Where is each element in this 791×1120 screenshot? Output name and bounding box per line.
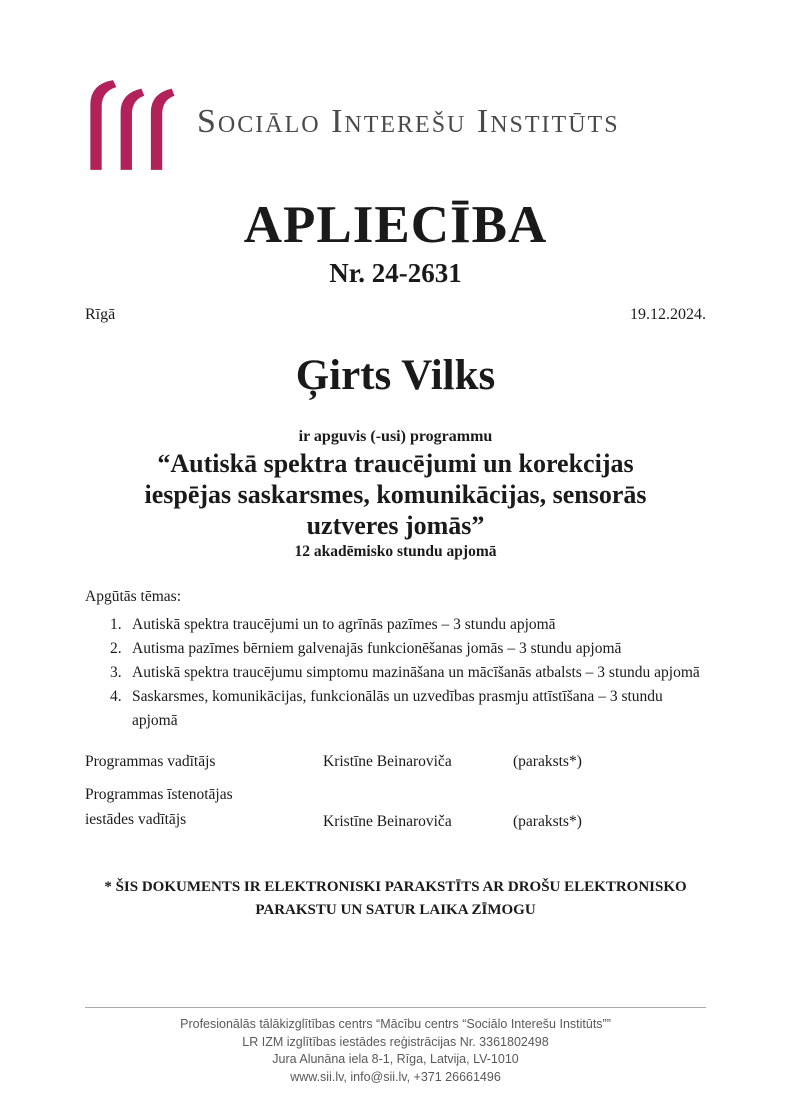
program-duration: 12 akadēmisko stundu apjomā [294,542,497,560]
program-title-line: iespējas saskarsmes, komunikācijas, sensorās [144,479,647,509]
topics-section [85,588,706,733]
electronic-signature-note [85,876,706,922]
sii-logo-icon [79,79,183,171]
topic-text: Autiskā spektra traucējumi un to agrīnās pazīmes – 3 stundu apjomā [132,615,556,633]
topics-heading: Apgūtās tēmas: [85,587,181,605]
sii-logo-stroke-2 [121,89,145,170]
footer [85,1007,706,1086]
document-number: Nr. 24-2631 [329,257,462,288]
signatures-section [85,751,706,832]
note-line: PARAKSTU UN SATUR LAIKA ZĪMOGU [255,901,536,918]
sii-logo-stroke-3 [151,89,175,170]
signature-role: Programmas vadītājs [85,752,216,770]
program-title-line: “Autiskā spektra traucējumi un korekcijas [157,448,634,478]
signature-row [85,782,706,832]
footer-line-centre-name: Profesionālās tālākizglītības centrs “Mācību centrs “Sociālo Interešu Institūts”” [180,1017,611,1031]
institute-name: Sociālo Interešu Institūts [197,103,620,140]
topic-item [85,661,706,685]
program-title-line: uztveres jomās” [306,510,485,540]
topic-item [85,637,706,661]
signature-name: Kristīne Beinaroviča [323,812,452,830]
header [79,78,706,172]
topic-number: 3. [110,663,122,681]
signature-row [85,751,706,772]
topic-text: Autiskā spektra traucējumu simptomu mazināšana un mācīšanās atbalsts – 3 stundu apjomā [132,663,700,681]
topic-number: 1. [110,615,122,633]
program-intro: ir apguvis (-usi) programmu [298,427,493,445]
signature-role-line: Programmas īstenotājas [85,785,233,803]
topic-number: 4. [110,687,122,705]
program-title [85,448,706,541]
signature-placeholder: (paraksts*) [513,812,582,830]
signature-placeholder: (paraksts*) [513,752,582,770]
footer-line-registration: LR IZM izglītības iestādes reģistrācijas Nr. 3361802498 [242,1034,549,1049]
recipient-name: Ģirts Vilks [295,351,496,399]
topic-number: 2. [110,639,122,657]
signature-name: Kristīne Beinaroviča [323,752,452,770]
sii-logo-stroke-1 [90,80,116,170]
footer-line-address: Jura Alunāna iela 8-1, Rīga, Latvija, LV-1010 [272,1052,519,1066]
issue-place: Rīgā [85,305,116,323]
note-line: * ŠIS DOKUMENTS IR ELEKTRONISKI PARAKSTĪTS AR DROŠU ELEKTRONISKO [104,878,687,895]
signature-role [85,782,323,832]
footer-line-contacts: www.sii.lv, info@sii.lv, +371 26661496 [290,1069,501,1084]
topic-item [85,613,706,637]
topic-item [85,685,706,733]
meta-row [85,306,706,324]
topic-text: Saskarsmes, komunikācijas, funkcionālās un uzvedības prasmju attīstīšana – 3 stundu apjomā [132,687,663,729]
document-title: APLIECĪBA [243,196,548,254]
issue-date: 19.12.2024. [630,305,706,323]
topic-text: Autisma pazīmes bērniem galvenajās funkcionēšanas jomās – 3 stundu apjomā [132,639,622,657]
signature-role-line: iestādes vadītājs [85,810,187,828]
program-section [85,428,706,561]
topics-list [85,613,706,733]
